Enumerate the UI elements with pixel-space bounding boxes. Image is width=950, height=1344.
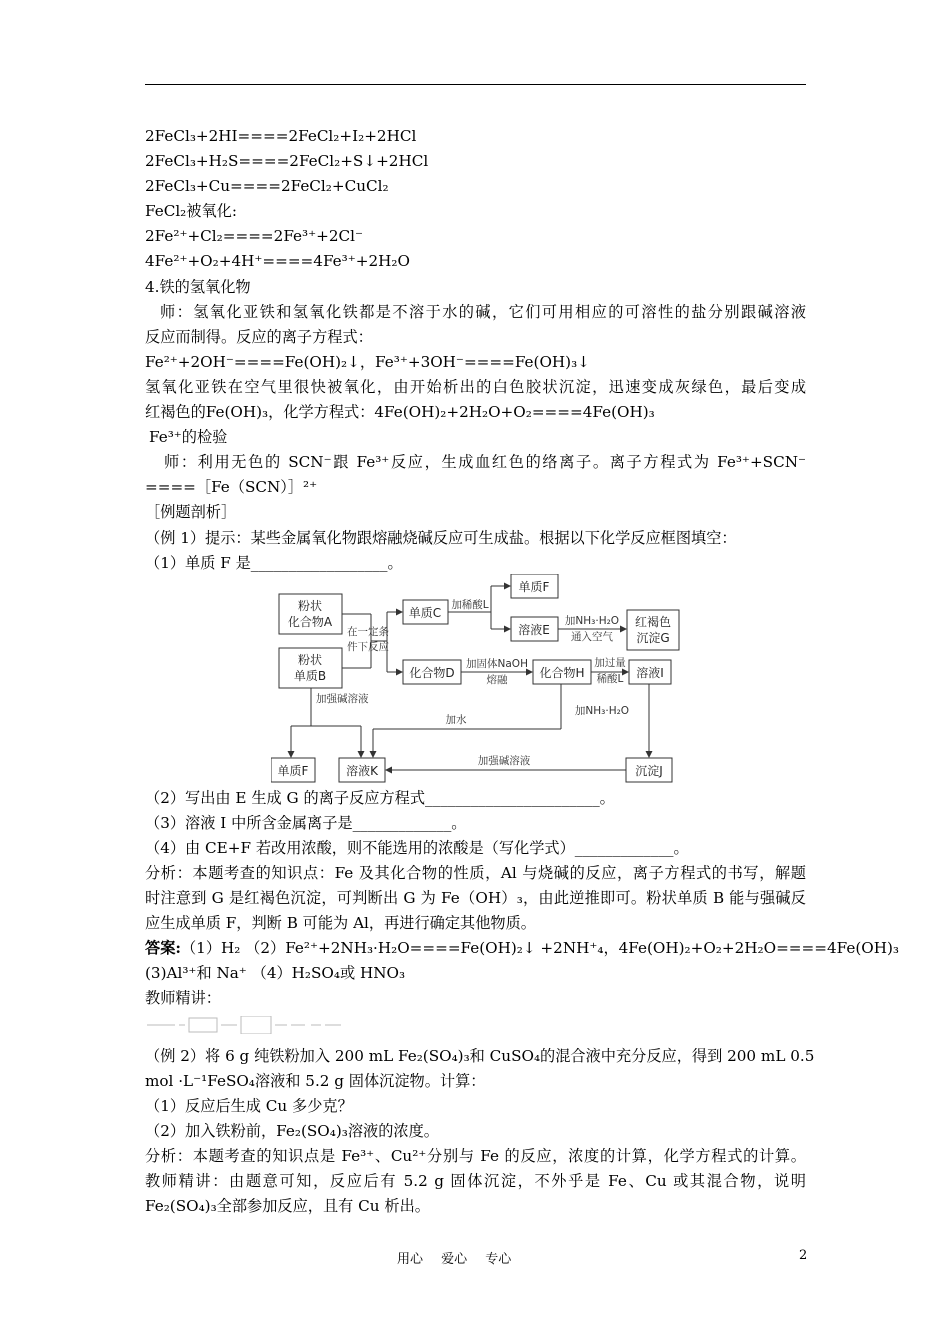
box-j-label: 沉淀J — [635, 763, 663, 778]
question-line: （4）由 CE+F 若改用浓酸，则不能选用的浓酸是（写化学式）_____________。 — [145, 838, 689, 857]
label-nh3-air-2: 通入空气 — [571, 630, 613, 643]
answer-label: 答案: — [145, 939, 181, 958]
label-nh3: 加NH₃·H₂O — [574, 704, 630, 717]
label-naoh-2: 熔融 — [486, 673, 508, 686]
box-f-bottom-label: 单质F — [277, 763, 309, 778]
equation-line: 2FeCl₃+Cu====2FeCl₂+CuCl₂ — [145, 177, 389, 196]
box-g-line2: 沉淀G — [636, 630, 670, 645]
thumbnail-flow-svg — [145, 1016, 345, 1034]
box-e-label: 溶液E — [518, 622, 550, 637]
example-heading: ［例题剖析］ — [145, 503, 237, 522]
box-g-line1: 红褐色 — [634, 614, 672, 629]
text-line: FeCl₂被氧化: — [145, 202, 237, 221]
header-rule — [145, 84, 806, 85]
equation-line: Fe²⁺+2OH⁻====Fe(OH)₂↓，Fe³⁺+3OH⁻====Fe(OH)₃↓ — [145, 352, 590, 371]
equation-line: 2FeCl₃+H₂S====2FeCl₂+S↓+2HCl — [145, 152, 429, 171]
label-strong-base-b: 加强碱溶液 — [316, 692, 369, 705]
equation-line: ====［Fe（SCN）］²⁺ — [145, 478, 318, 497]
section-heading: 4.铁的氢氧化物 — [145, 277, 251, 296]
equation-line: 2FeCl₃+2HI====2FeCl₂+I₂+2HCl — [145, 127, 417, 145]
label-excess-acid-2: 稀酸L — [596, 672, 624, 685]
box-a-line1: 粉状 — [297, 598, 323, 613]
question-line: （例 2）将 6 g 纯铁粉加入 200 mL Fe₂(SO₄)₃和 CuSO₄的混合液中充分反应，得到 200 mL 0.5 — [145, 1046, 815, 1065]
box-b-line1: 粉状 — [297, 652, 323, 667]
box-k-label: 溶液K — [346, 763, 378, 778]
reaction-flow-svg — [271, 574, 681, 784]
reaction-flow-diagram — [145, 576, 806, 786]
label-nh3-air-1: 加NH₃·H₂O — [564, 614, 620, 627]
answer-line — [145, 936, 899, 961]
question-line: （例 1）提示：某些金属氧化物跟熔融烧碱反应可生成盐。根据以下化学反应框图填空： — [145, 528, 737, 547]
analysis-line: 分析：本题考查的知识点是 Fe³⁺、Cu²⁺分别与 Fe 的反应，浓度的计算，化学方程式的计算。 — [145, 1146, 806, 1165]
analysis-line: 应生成单质 F，判断 B 可能为 Al，再进行确定其他物质。 — [145, 914, 536, 933]
question-line: mol ·L⁻¹FeSO₄溶液和 5.2 g 固体沉淀物。计算： — [145, 1071, 486, 1090]
label-excess-acid-1: 加过量 — [594, 656, 626, 669]
page-number: 2 — [799, 1248, 808, 1263]
equation-line: 2Fe²⁺+Cl₂====2Fe³⁺+2Cl⁻ — [145, 227, 364, 246]
paragraph-line: 红褐色的Fe(OH)₃，化学方程式：4Fe(OH)₂+2H₂O+O₂====4Fe(OH)₃ — [145, 403, 655, 422]
paragraph-line: 师：氢氧化亚铁和氢氧化铁都是不溶于水的碱，它们可用相应的可溶性的盐分别跟碱溶液 — [160, 302, 806, 321]
box-i-label: 溶液I — [636, 665, 664, 680]
paragraph-line: 反应而制得。反应的离子方程式： — [145, 327, 373, 346]
teacher-note: 教师精讲： — [145, 989, 221, 1008]
label-water: 加水 — [445, 713, 467, 726]
question-line: （2）加入铁粉前，Fe₂(SO₄)₃溶液的浓度。 — [145, 1121, 439, 1140]
page-body — [145, 124, 899, 1219]
teacher-note: 教师精讲：由题意可知，反应后有 5.2 g 固体沉淀，不外乎是 Fe、Cu 或其混合物，说明 — [145, 1172, 806, 1190]
box-b-line2: 单质B — [293, 668, 327, 683]
question-line: （1）反应后生成 Cu 多少克？ — [145, 1096, 353, 1115]
thumbnail-flow-image — [145, 1012, 806, 1044]
box-h-label: 化合物H — [539, 665, 585, 680]
label-condition-1: 在一定条 — [347, 625, 389, 638]
box-c-label: 单质C — [408, 605, 442, 620]
box-f-top-label: 单质F — [518, 579, 550, 594]
answer-text: （1）H₂ （2）Fe²⁺+2NH₃·H₂O====Fe(OH)₂↓ +2NH⁺₄，4Fe(OH)₂+O₂+2H₂O====4Fe(OH)₃ — [180, 939, 899, 958]
question-line: （1）单质 F 是__________________。 — [145, 553, 403, 572]
equation-line: 4Fe²⁺+O₂+4H⁺====4Fe³⁺+2H₂O — [145, 252, 410, 271]
question-line: （3）溶液 I 中所含金属离子是_____________。 — [145, 813, 467, 832]
answer-line: (3)Al³⁺和 Na⁺ （4）H₂SO₄或 HNO₃ — [145, 964, 406, 983]
question-line: （2）写出由 E 生成 G 的离子反应方程式_______________________。 — [145, 788, 615, 807]
paragraph-line: 师：利用无色的 SCN⁻跟 Fe³⁺反应，生成血红色的络离子。离子方程式为 Fe³⁺+SCN⁻ — [164, 453, 806, 472]
box-a-line2: 化合物A — [287, 614, 333, 629]
subheading: Fe³⁺的检验 — [149, 428, 228, 447]
label-dilute-acid: 加稀酸L — [451, 598, 489, 611]
label-condition-2: 件下反应 — [347, 640, 389, 653]
footer-motto: 用心 爱心 专心 — [397, 1252, 512, 1267]
analysis-line: 分析：本题考查的知识点：Fe 及其化合物的性质，Al 与烧碱的反应，离子方程式的书写，解题 — [145, 863, 806, 882]
label-naoh-1: 加固体NaOH — [466, 657, 528, 670]
box-d-label: 化合物D — [409, 665, 455, 680]
paragraph-line: 氢氧化亚铁在空气里很快被氧化，由开始析出的白色胶状沉淀，迅速变成灰绿色，最后变成 — [145, 377, 806, 396]
analysis-line: 时注意到 G 是红褐色沉淀，可判断出 G 为 Fe（OH）₃，由此逆推即可。粉状单质 B 能与强碱反 — [145, 889, 806, 908]
label-strong-base-j: 加强碱溶液 — [477, 754, 531, 767]
teacher-note: Fe₂(SO₄)₃全部参加反应，且有 Cu 析出。 — [145, 1197, 430, 1216]
